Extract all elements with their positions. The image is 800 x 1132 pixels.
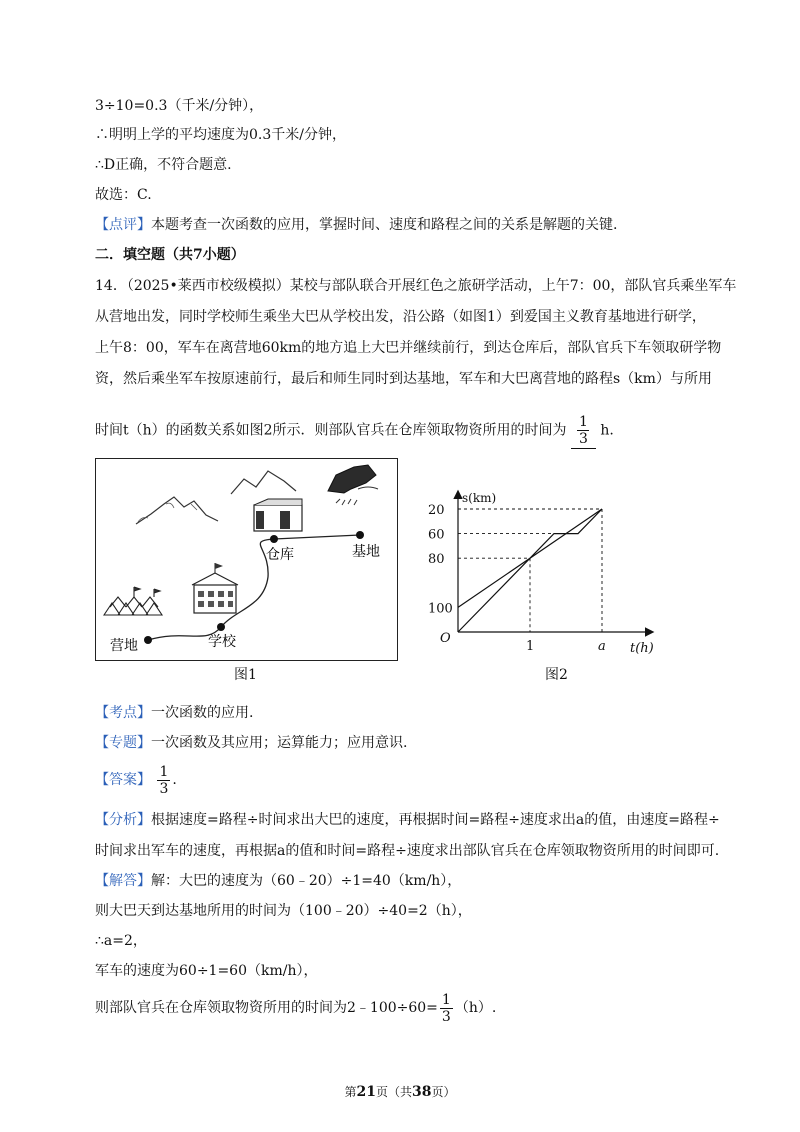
- page-footer: [0, 1083, 800, 1100]
- jieda-text-5: 则部队官兵在仓库领取物资所用的时间为2﹣100÷60=: [95, 1000, 438, 1016]
- school-point: [217, 623, 225, 631]
- daan-numerator: 1: [159, 763, 169, 780]
- y-tick-label-100: 20: [428, 503, 445, 518]
- base-label: 基地: [352, 544, 380, 560]
- daan-tag: 【答案】: [95, 772, 151, 788]
- warehouse-label: 仓库: [266, 547, 294, 563]
- prev-line-3: ∴D正确，不符合题意.: [95, 157, 232, 173]
- figure-2-caption: 图2: [545, 667, 568, 683]
- jieda-text-1: 解：大巴的速度为（60﹣20）÷1=40（km/h），: [151, 873, 462, 889]
- figure-1: [95, 458, 398, 661]
- fenxi-text-1: 根据速度=路程÷时间求出大巴的速度，再根据时间=路程÷速度求出a的值，由速度=路程÷: [151, 812, 720, 828]
- answer-denominator: 3: [579, 430, 588, 447]
- jieda-denominator: 3: [441, 1008, 451, 1025]
- mountain-left-drawing: [136, 497, 218, 524]
- zhuanti-text: 一次函数及其应用；运算能力；应用意识.: [151, 735, 408, 751]
- q14-line-5-unit: h.: [600, 422, 614, 439]
- answer-numerator: 1: [579, 413, 588, 430]
- mountain-center-drawing: [231, 471, 296, 494]
- jieda-line-4: 军车的速度为60÷1=60（km/h），: [95, 963, 318, 979]
- q14-line-5: [95, 412, 614, 449]
- x-tick-label-a: a: [598, 639, 606, 654]
- y-tick-label-80: 60: [428, 527, 445, 543]
- x-axis-label: t(h): [630, 641, 654, 656]
- comment-tag: 【点评】: [95, 217, 151, 233]
- kaodian-text: 一次函数的应用.: [151, 705, 254, 721]
- camp-label: 营地: [110, 638, 138, 654]
- figure-1-illustration: [96, 459, 397, 660]
- camp-tents-drawing: [104, 587, 162, 615]
- footer-pre: 第: [344, 1085, 357, 1099]
- prev-line-4: 故选：C.: [95, 187, 152, 203]
- jieda-line-2: 则大巴天到达基地所用的时间为（100﹣20）÷40=2（h），: [95, 903, 472, 919]
- q14-line-5-text: 时间t（h）的函数关系如图2所示．则部队官兵在仓库领取物资所用的时间为: [95, 422, 567, 439]
- warehouse-building-drawing: [254, 499, 302, 531]
- school-building-drawing: [192, 563, 238, 613]
- footer-total-pages: 38: [412, 1084, 432, 1100]
- base-point: [356, 531, 364, 539]
- comment-line: [95, 215, 617, 235]
- daan-line: [95, 762, 177, 798]
- warehouse-point: [270, 535, 278, 543]
- prev-line-1: 3÷10=0.3（千米/分钟），: [95, 98, 264, 114]
- jieda-numerator: 1: [441, 991, 451, 1008]
- fenxi-tag: 【分析】: [95, 812, 151, 828]
- daan-fraction: [157, 764, 170, 797]
- answer-blank: [571, 412, 596, 449]
- footer-mid: 页（共: [375, 1085, 412, 1099]
- y-tick-label-60: 80: [428, 552, 445, 568]
- daan-denominator: 3: [159, 780, 169, 797]
- jieda-fraction: [440, 992, 453, 1025]
- zhuanti-tag: 【专题】: [95, 735, 151, 751]
- jieda-line-3: ∴a=2，: [95, 933, 147, 949]
- jieda-tag: 【解答】: [95, 873, 151, 889]
- figure-2-chart: [420, 482, 660, 660]
- figure-1-caption: 图1: [234, 667, 257, 683]
- jieda-text-5-end: （h）.: [454, 1000, 497, 1016]
- zhuanti-line: [95, 733, 407, 753]
- x-tick-label-1: 1: [526, 639, 535, 654]
- jieda-line-1: [95, 871, 461, 891]
- road-path: [148, 535, 360, 640]
- fenxi-line-1: [95, 810, 720, 830]
- school-label: 学校: [208, 634, 236, 650]
- q14-line-3: 上午8：00，军车在离营地60km的地方追上大巴并继续前行，到达仓库后，部队官兵下车领取研学物: [95, 340, 722, 356]
- comment-text: 本题考查一次函数的应用，掌握时间、速度和路程之间的关系是解题的关键.: [151, 217, 618, 233]
- y-axis-label: s(km): [462, 491, 497, 505]
- q14-line-2: 从营地出发，同时学校师生乘坐大巴从学校出发，沿公路（如图1）到爱国主义教育基地进行研学，: [95, 309, 706, 325]
- q14-line-4: 资，然后乘坐军车按原速前行，最后和师生同时到达基地，军车和大巴离营地的路程s（km）与所用: [95, 371, 712, 387]
- fenxi-line-2: 时间求出军车的速度，再根据a的值和时间=路程÷速度求出部队官兵在仓库领取物资所用的时间即可.: [95, 843, 720, 859]
- footer-post: 页）: [431, 1085, 456, 1099]
- y-tick-label-20: 100: [428, 601, 453, 617]
- dark-mountain-drawing: [328, 465, 376, 493]
- q14-line-1: 14．（2025•莱西市校级模拟）某校与部队联合开展红色之旅研学活动，上午7：00，部队官兵乘坐军车: [95, 278, 737, 294]
- jieda-line-5: [95, 990, 496, 1026]
- camp-point: [144, 636, 152, 644]
- section-heading: 二．填空题（共7小题）: [95, 247, 245, 263]
- daan-end: .: [172, 772, 177, 788]
- prev-line-2: ∴明明上学的平均速度为0.3千米/分钟，: [95, 127, 346, 143]
- kaodian-tag: 【考点】: [95, 705, 151, 721]
- kaodian-line: [95, 703, 253, 723]
- origin-label: O: [440, 631, 451, 646]
- footer-page-number: 21: [356, 1084, 376, 1100]
